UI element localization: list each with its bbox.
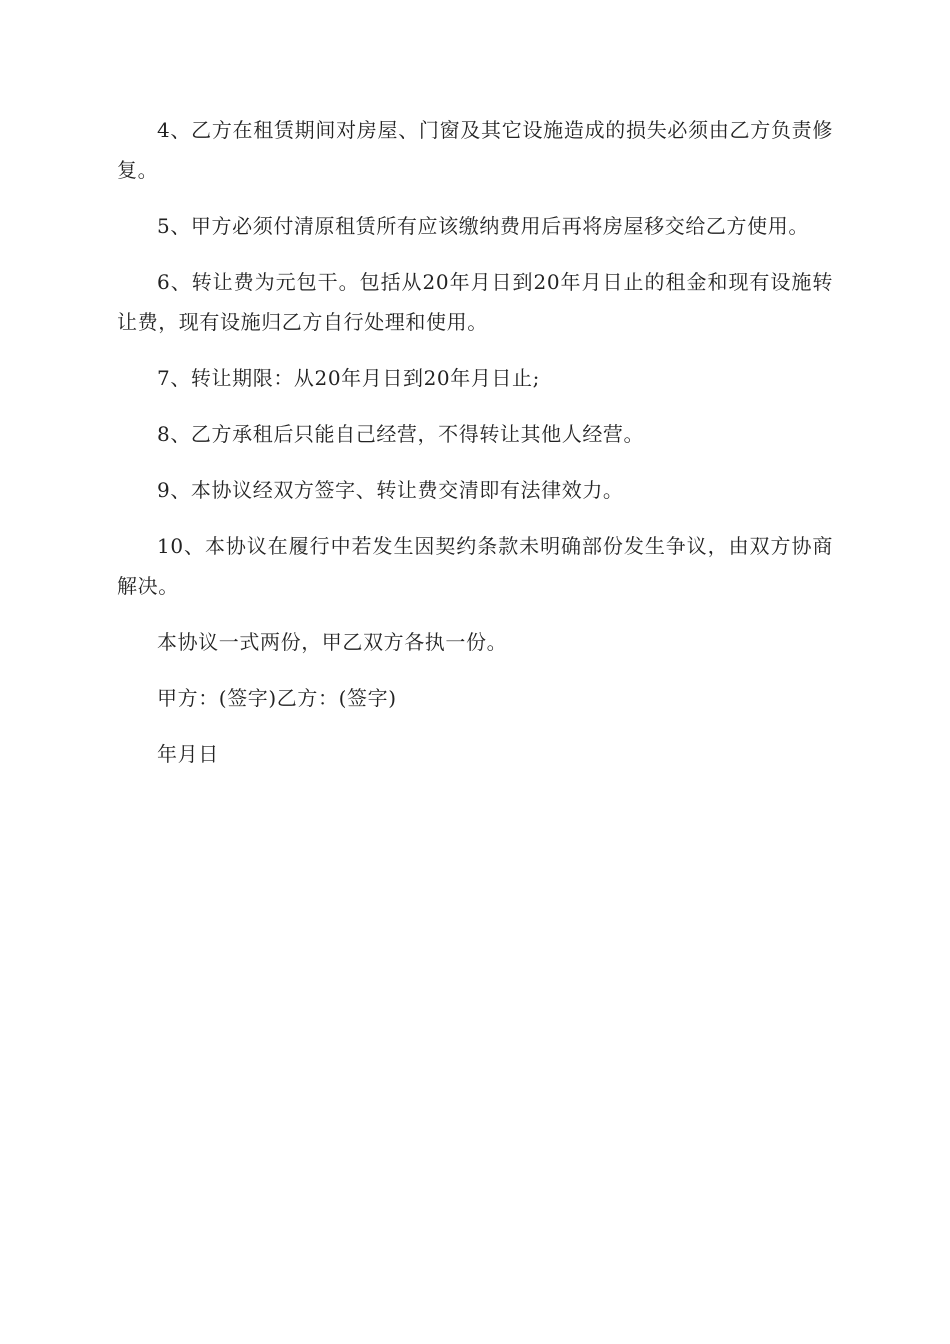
date-line: 年月日 [157,742,219,766]
clause-10: 10、本协议在履行中若发生因契约条款未明确部份发生争议，由双方协商解决。 [117,534,833,598]
clause-8: 8、乙方承租后只能自己经营，不得转让其他人经营。 [157,422,645,446]
clause-4: 4、乙方在租赁期间对房屋、门窗及其它设施造成的损失必须由乙方负责修复。 [117,118,833,182]
signature-line: 甲方：(签字)乙方：(签字) [157,686,397,710]
copies-statement: 本协议一式两份，甲乙双方各执一份。 [157,630,508,654]
clause-5: 5、甲方必须付清原租赁所有应该缴纳费用后再将房屋移交给乙方使用。 [157,214,809,238]
document-body [117,110,833,790]
clause-9: 9、本协议经双方签字、转让费交清即有法律效力。 [157,478,624,502]
clause-7: 7、转让期限：从20年月日到20年月日止; [157,366,540,390]
clause-6: 6、转让费为元包干。包括从20年月日到20年月日止的租金和现有设施转让费，现有设施归乙方自行处理和使用。 [117,270,833,334]
